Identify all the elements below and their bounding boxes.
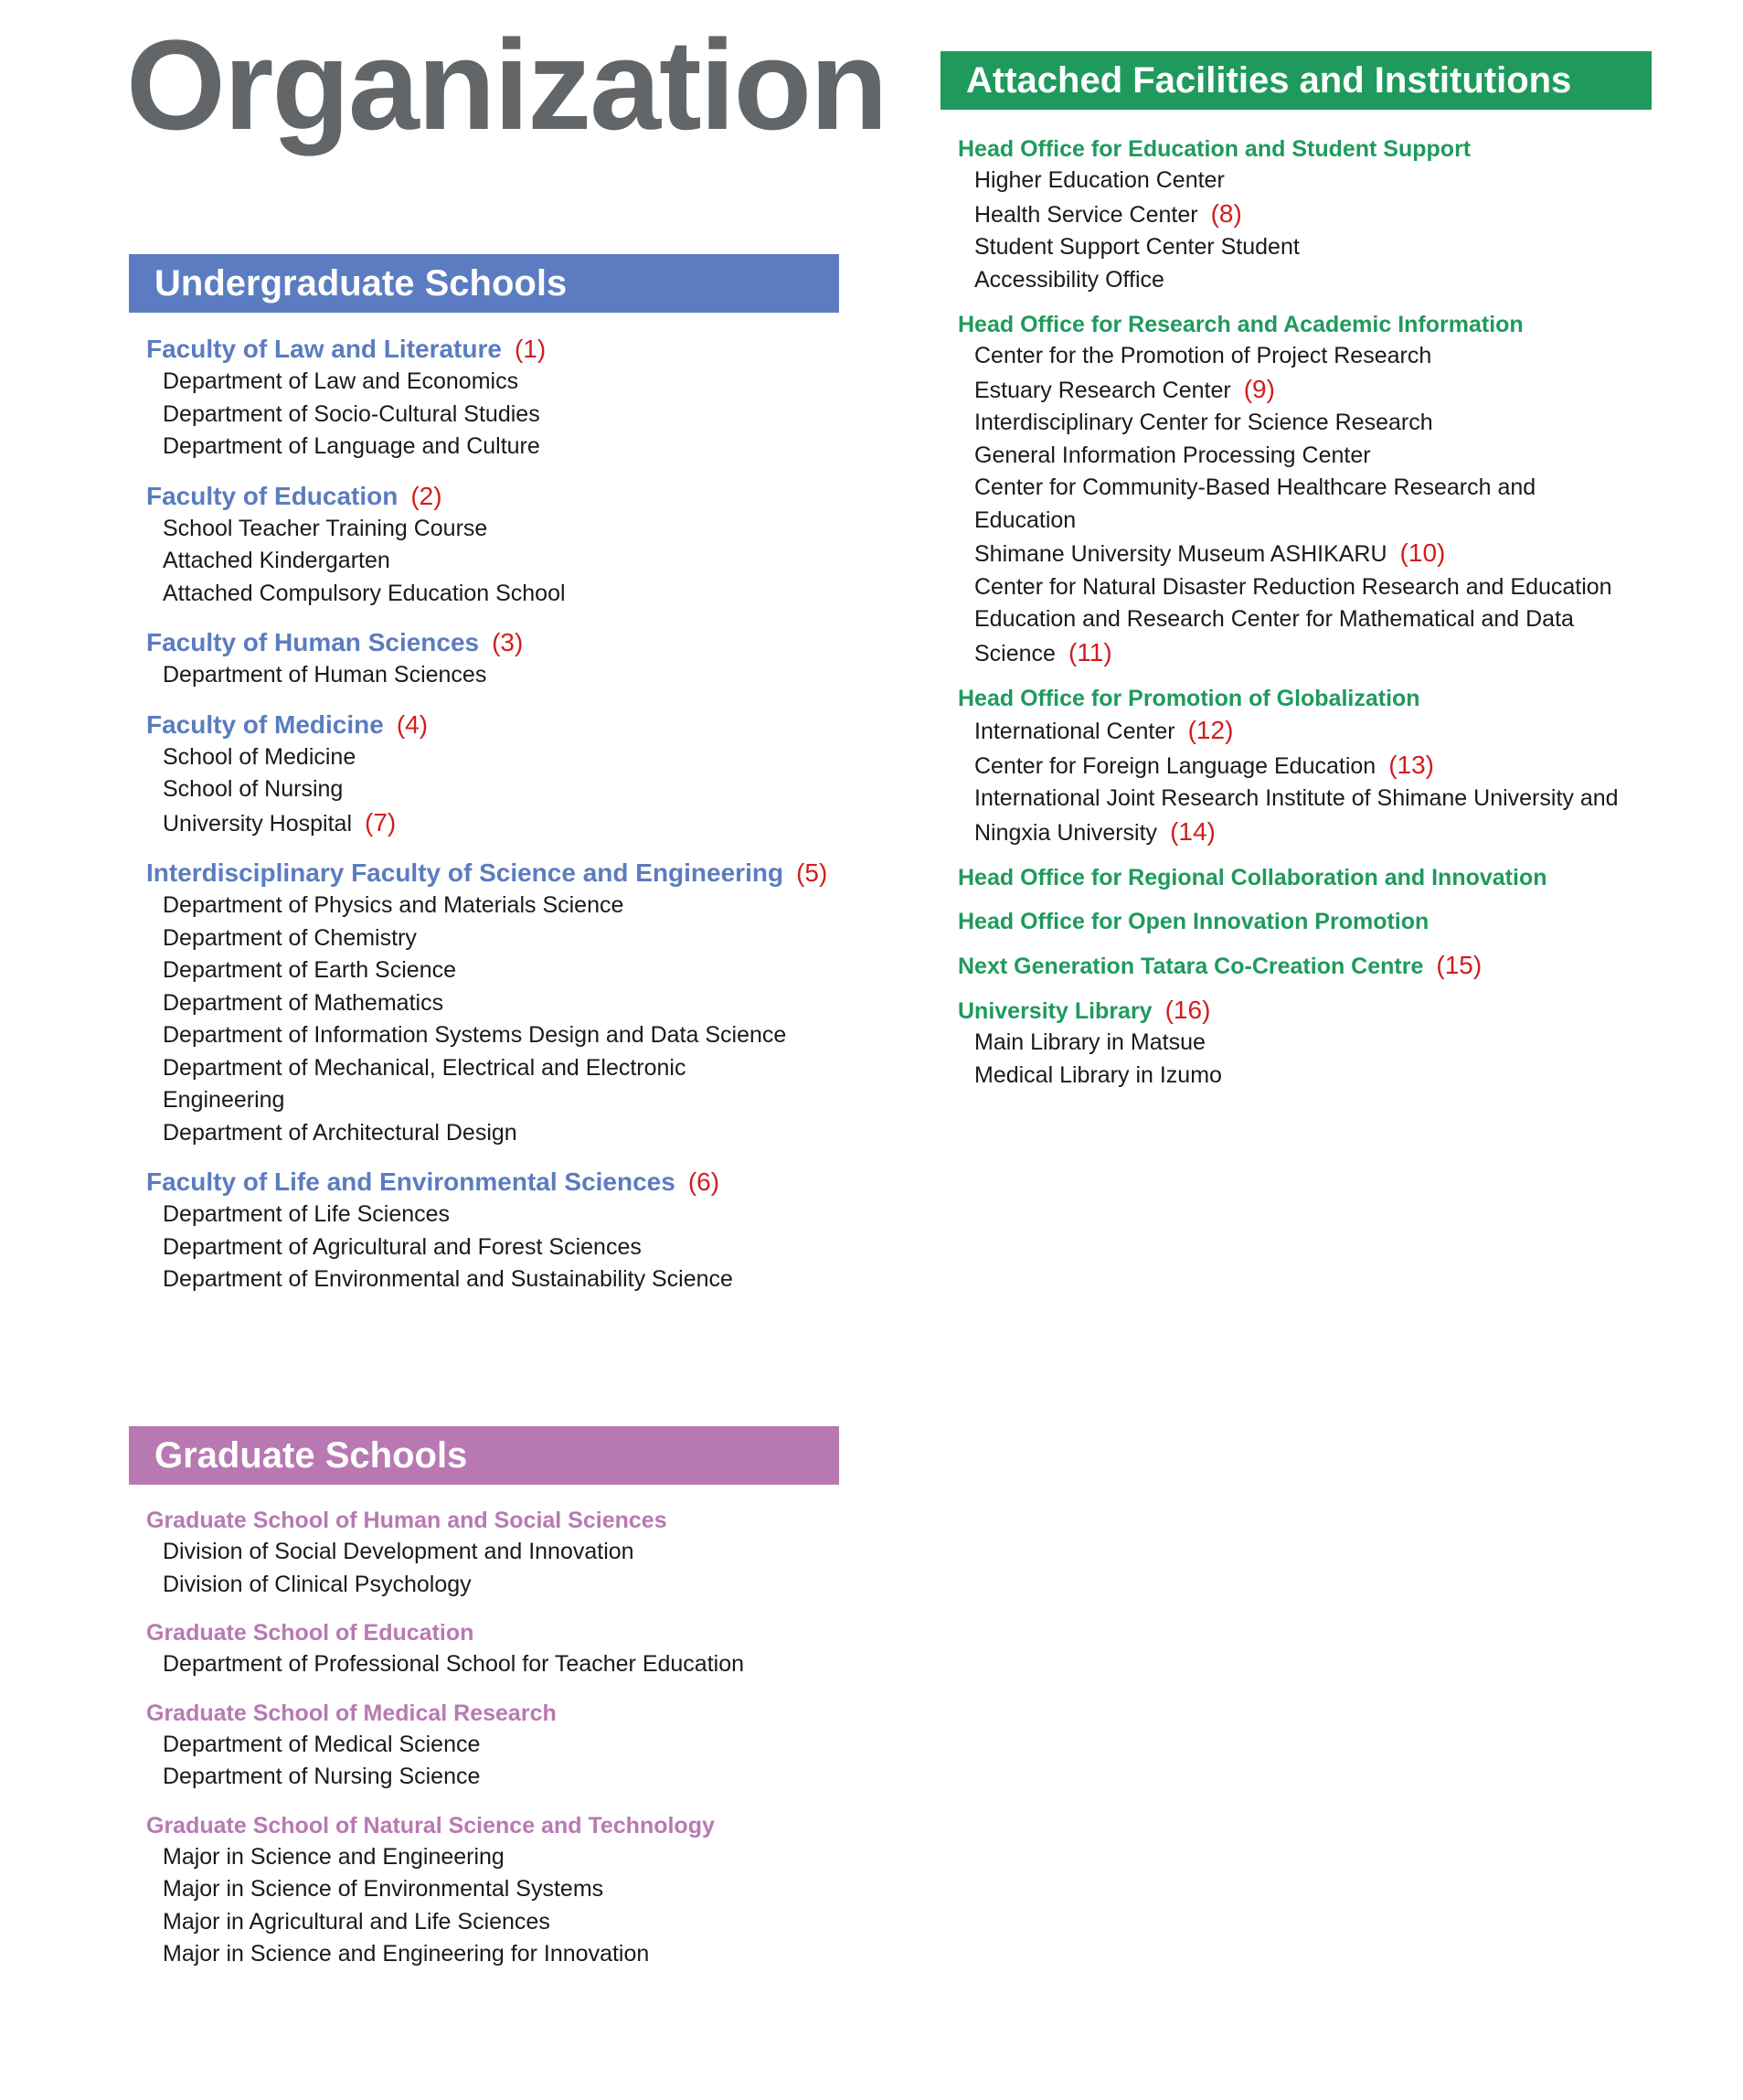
group-title: Head Office for Open Innovation Promotion [958,909,1429,934]
reference-number: (3) [492,628,524,656]
org-group [146,857,841,1149]
list-item [146,1536,841,1569]
item-label: Center for Foreign Language Education [974,752,1376,779]
item-label: Center for Community-Based Healthcare Research and [974,474,1536,500]
list-item [958,197,1689,232]
group-title: Graduate School of Education [146,1620,474,1646]
item-label: Accessibility Office [974,266,1164,293]
org-group [958,950,1689,982]
list-item [146,1263,841,1296]
item-label: Main Library in Matsue [974,1029,1206,1055]
item-label: School of Medicine [163,743,356,770]
item-label: Major in Agricultural and Life Sciences [163,1908,550,1935]
list-item [146,1084,841,1117]
group-title: Head Office for Research and Academic Information [958,312,1524,337]
list-item [958,714,1689,749]
item-label: University Hospital [163,810,353,837]
group-title: Head Office for Promotion of Globalization [958,686,1420,711]
list-item [146,1648,841,1681]
list-item [146,954,841,987]
group-heading [958,950,1689,982]
item-label: School of Nursing [163,776,344,802]
group-title: Next Generation Tatara Co-Creation Centre [958,954,1424,979]
list-item [146,1569,841,1602]
group-heading [146,1617,841,1648]
group-title: Interdisciplinary Faculty of Science and Engineering [146,858,784,887]
group-title: Graduate School of Medical Research [146,1700,557,1726]
item-label: Major in Science of Environmental Systems [163,1876,604,1902]
item-label: Department of Life Sciences [163,1201,451,1227]
item-label: Major in Science and Engineering for Innovation [163,1941,650,1967]
group-heading [146,1810,841,1841]
item-label: Education and Research Center for Mathematical and Data [974,606,1574,632]
group-title: Faculty of Human Sciences [146,628,480,656]
list-item [146,922,841,955]
item-label: Department of Mechanical, Electrical and Electronic [163,1054,686,1081]
item-label: Department of Law and Economics [163,368,519,394]
page-title: Organization [126,13,887,156]
org-group [958,906,1689,937]
list-item [958,264,1689,297]
group-title: Faculty of Medicine [146,709,384,739]
group-heading [958,862,1689,893]
org-group [146,1810,841,1971]
list-item [958,749,1689,784]
item-label: Division of Clinical Psychology [163,1571,472,1597]
undergraduate-heading: Undergraduate Schools [129,254,839,313]
item-label: Center for Natural Disaster Reduction Research and Education [974,573,1612,600]
list-item [146,399,841,432]
list-item [146,1873,841,1906]
group-title: Head Office for Regional Collaboration and Innovation [958,865,1547,890]
item-label: Science [974,640,1056,666]
reference-number: (10) [1399,538,1446,567]
group-title: University Library [958,998,1153,1024]
list-item [146,806,841,841]
item-label: International Center [974,719,1175,744]
item-label: Medical Library in Izumo [974,1061,1222,1088]
list-item [146,1906,841,1939]
item-label: Department of Physics and Materials Science [163,892,624,918]
list-item [146,773,841,806]
reference-number: (11) [1068,637,1112,666]
item-label: Department of Mathematics [163,989,444,1016]
reference-number: (14) [1170,816,1216,846]
item-label: Engineering [163,1087,285,1113]
reference-number: (15) [1436,951,1483,979]
reference-number: (7) [365,807,397,837]
list-item [146,545,841,578]
list-item [958,815,1689,850]
group-heading [146,626,841,659]
item-label: Department of Earth Science [163,957,456,983]
item-label: Shimane University Museum ASHIKARU [974,541,1387,567]
org-group [958,862,1689,893]
group-heading [958,995,1689,1027]
list-item [146,1938,841,1971]
group-title: Head Office for Education and Student Support [958,136,1472,162]
org-group [958,995,1689,1092]
list-item [958,407,1689,440]
list-item [958,440,1689,473]
list-item [958,340,1689,373]
org-group [146,1617,841,1681]
reference-number: (9) [1243,374,1275,403]
item-label: International Joint Research Institute of Shimane University and [974,785,1619,811]
attached-heading: Attached Facilities and Institutions [941,51,1652,110]
item-label: Center for the Promotion of Project Research [974,343,1432,368]
item-label: Higher Education Center [974,167,1225,193]
list-item [958,571,1689,604]
list-item [958,783,1689,815]
attached-list [958,133,1689,1104]
list-item [958,636,1689,671]
reference-number: (13) [1388,750,1434,779]
reference-number: (16) [1164,996,1211,1024]
org-group [958,683,1689,849]
group-title: Graduate School of Natural Science and Technology [146,1812,715,1839]
list-item [146,431,841,464]
list-item [146,659,841,692]
list-item [146,1019,841,1052]
item-label: Attached Kindergarten [163,548,390,573]
group-heading [958,906,1689,937]
list-item [146,1199,841,1231]
org-group [146,480,841,611]
item-label: Ningxia University [974,819,1158,846]
group-heading [146,1166,841,1199]
list-item [146,366,841,399]
org-group [146,333,841,464]
list-item [958,472,1689,505]
group-title: Faculty of Life and Environmental Sciences [146,1167,675,1196]
group-heading [146,1505,841,1536]
item-label: Department of Professional School for Teacher Education [163,1651,745,1677]
list-item [958,505,1689,538]
list-item [958,603,1689,636]
reference-number: (12) [1187,716,1234,744]
org-group [958,133,1689,296]
item-label: Department of Information Systems Design and Data Science [163,1022,787,1048]
item-label: Department of Environmental and Sustainability Science [163,1266,733,1292]
item-label: Estuary Research Center [974,377,1231,403]
list-item [146,890,841,922]
undergraduate-list [146,333,841,1313]
list-item [146,741,841,774]
group-heading [958,133,1689,165]
group-heading [146,480,841,513]
list-item [146,1761,841,1794]
list-item [146,1117,841,1150]
group-title: Faculty of Education [146,481,399,510]
list-item [146,1231,841,1264]
list-item [146,513,841,546]
org-group [146,626,841,692]
graduate-heading: Graduate Schools [129,1426,839,1485]
item-label: Attached Compulsory Education School [163,580,566,606]
group-heading [146,1698,841,1729]
item-label: Department of Language and Culture [163,433,540,459]
item-label: Education [974,506,1077,533]
item-label: Department of Architectural Design [163,1119,517,1146]
item-label: Interdisciplinary Center for Science Research [974,410,1433,435]
list-item [146,1052,841,1085]
reference-number: (1) [514,335,547,363]
list-item [958,231,1689,264]
list-item [958,537,1689,571]
item-label: Department of Nursing Science [163,1764,481,1789]
item-label: General Information Processing Center [974,442,1371,468]
group-heading [958,309,1689,340]
reference-number: (8) [1210,198,1242,228]
org-group [146,1505,841,1601]
item-label: Major in Science and Engineering [163,1843,505,1870]
group-title: Graduate School of Human and Social Sciences [146,1508,667,1533]
org-group [146,1166,841,1296]
list-item [958,1060,1689,1093]
list-item [146,987,841,1020]
list-item [146,1841,841,1874]
list-item [958,373,1689,408]
org-group [146,1698,841,1794]
org-group [958,309,1689,670]
list-item [146,578,841,611]
reference-number: (5) [796,858,828,887]
item-label: Department of Agricultural and Forest Sciences [163,1233,642,1260]
org-group [146,709,841,841]
item-label: Division of Social Development and Innovation [163,1539,634,1564]
item-label: Student Support Center Student [974,234,1300,260]
reference-number: (2) [410,481,442,510]
group-heading [146,857,841,890]
reference-number: (4) [396,709,429,739]
group-heading [146,333,841,366]
item-label: Department of Human Sciences [163,662,487,688]
group-title: Faculty of Law and Literature [146,335,502,363]
item-label: Department of Chemistry [163,924,417,951]
item-label: Department of Socio-Cultural Studies [163,400,540,427]
list-item [958,1027,1689,1060]
reference-number: (6) [687,1167,720,1196]
list-item [958,165,1689,197]
item-label: Health Service Center [974,201,1198,228]
group-heading [146,709,841,741]
item-label: Department of Medical Science [163,1731,481,1757]
graduate-list [146,1505,841,1988]
group-heading [958,683,1689,714]
item-label: School Teacher Training Course [163,515,488,541]
list-item [146,1729,841,1762]
